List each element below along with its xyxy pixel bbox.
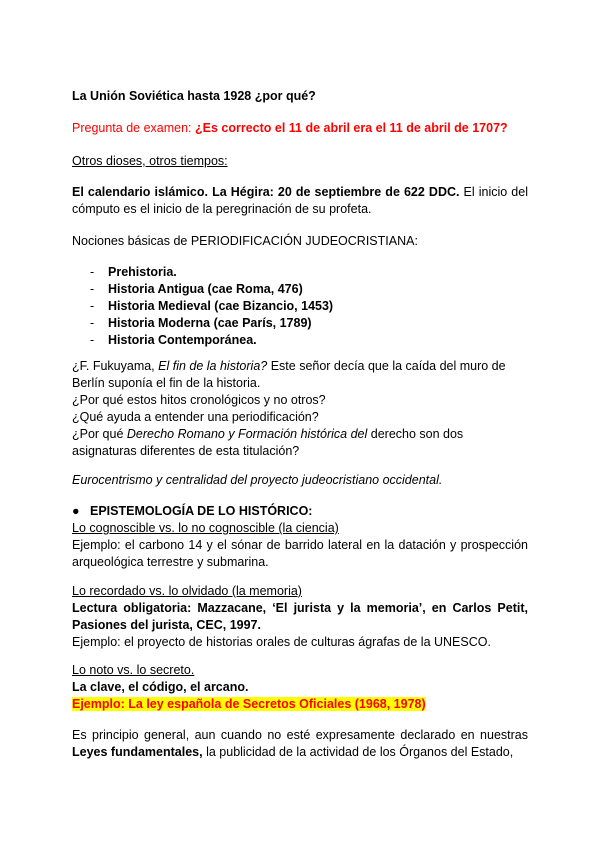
q3-a: ¿Por qué bbox=[72, 427, 127, 441]
recordado-heading: Lo recordado vs. lo olvidado (la memoria) bbox=[72, 584, 302, 598]
fukuyama-c: Este señor decía que la caída del muro de Berlín suponía el fin de la historia. bbox=[72, 359, 506, 390]
lectura-obligatoria: Lectura obligatoria: Mazzacane, ‘El jurista y la memoria’, en Carlos Petit, Pasiones del jurista, CEC, 1997. bbox=[72, 601, 528, 632]
list-item: - Prehistoria. bbox=[72, 264, 528, 281]
principio-a: Es principio general, aun cuando no esté expresamente declarado en nuestras bbox=[72, 728, 528, 742]
epistemologia-heading bbox=[72, 503, 528, 520]
fukuyama-a: ¿F. Fukuyama, bbox=[72, 359, 159, 373]
questions-block bbox=[72, 358, 528, 460]
principio-c: la publicidad de la actividad de los Órganos del Estado, bbox=[202, 745, 514, 759]
q3-c: derecho son dos asignaturas diferentes de esta titulación? bbox=[72, 427, 464, 458]
recordado-text: Ejemplo: el proyecto de historias orales de culturas ágrafas de la UNESCO. bbox=[72, 635, 491, 649]
fukuyama-book: El fin de la historia? bbox=[158, 359, 268, 373]
q3-b: Derecho Romano y Formación histórica del bbox=[126, 427, 368, 441]
recordado-section bbox=[72, 583, 528, 651]
exam-label: Pregunta de examen: bbox=[72, 121, 195, 135]
exam-question-text: ¿Es correcto el 11 de abril era el 11 de abril de 1707? bbox=[195, 121, 508, 135]
noto-heading: Lo noto vs. lo secreto. bbox=[72, 663, 195, 677]
list-item: - Historia Medieval (cae Bizancio, 1453) bbox=[72, 298, 528, 315]
periods-list bbox=[72, 264, 528, 349]
list-item: - Historia Antigua (cae Roma, 476) bbox=[72, 281, 528, 298]
list-item: - Historia Moderna (cae París, 1789) bbox=[72, 315, 528, 332]
page-title: La Unión Soviética hasta 1928 ¿por qué? bbox=[72, 89, 316, 103]
cognoscible-heading: Lo cognoscible vs. lo no cognoscible (la ciencia) bbox=[72, 521, 339, 535]
cognoscible-section bbox=[72, 520, 528, 571]
clave-text: La clave, el código, el arcano. bbox=[72, 680, 249, 694]
epistemologia-text: EPISTEMOLOGÍA DE LO HISTÓRICO: bbox=[90, 504, 313, 518]
cognoscible-text: Ejemplo: el carbono 14 y el sónar de barrido lateral en la datación y prospección arqueológica terrestre y submarina. bbox=[72, 538, 528, 569]
noto-section bbox=[72, 662, 528, 713]
eurocentrismo-note: Eurocentrismo y centralidad del proyecto judeocristiano occidental. bbox=[72, 473, 443, 487]
secretos-example bbox=[72, 696, 528, 713]
nociones-heading: Nociones básicas de PERIODIFICACIÓN JUDEOCRISTIANA: bbox=[72, 234, 418, 248]
fukuyama-paragraph bbox=[72, 358, 528, 392]
calendario-text: El inicio del cómputo es el inicio de la peregrinación de su profeta. bbox=[72, 185, 528, 216]
question-2: ¿Qué ayuda a entender una periodificación? bbox=[72, 410, 319, 424]
exam-question bbox=[72, 120, 528, 137]
question-3 bbox=[72, 426, 528, 460]
bullet-icon: ● bbox=[72, 504, 80, 518]
principio-b: Leyes fundamentales, bbox=[72, 745, 203, 759]
calendario-bold: El calendario islámico. La Hégira: 20 de septiembre de 622 DDC. bbox=[72, 185, 460, 199]
secretos-highlight: Ejemplo: La ley española de Secretos Oficiales (1968, 1978) bbox=[72, 697, 426, 711]
principio-paragraph bbox=[72, 727, 528, 761]
calendario-paragraph bbox=[72, 184, 528, 218]
otros-dioses-heading: Otros dioses, otros tiempos: bbox=[72, 154, 228, 168]
list-item: - Historia Contemporánea. bbox=[72, 332, 528, 349]
question-1: ¿Por qué estos hitos cronológicos y no otros? bbox=[72, 393, 326, 407]
